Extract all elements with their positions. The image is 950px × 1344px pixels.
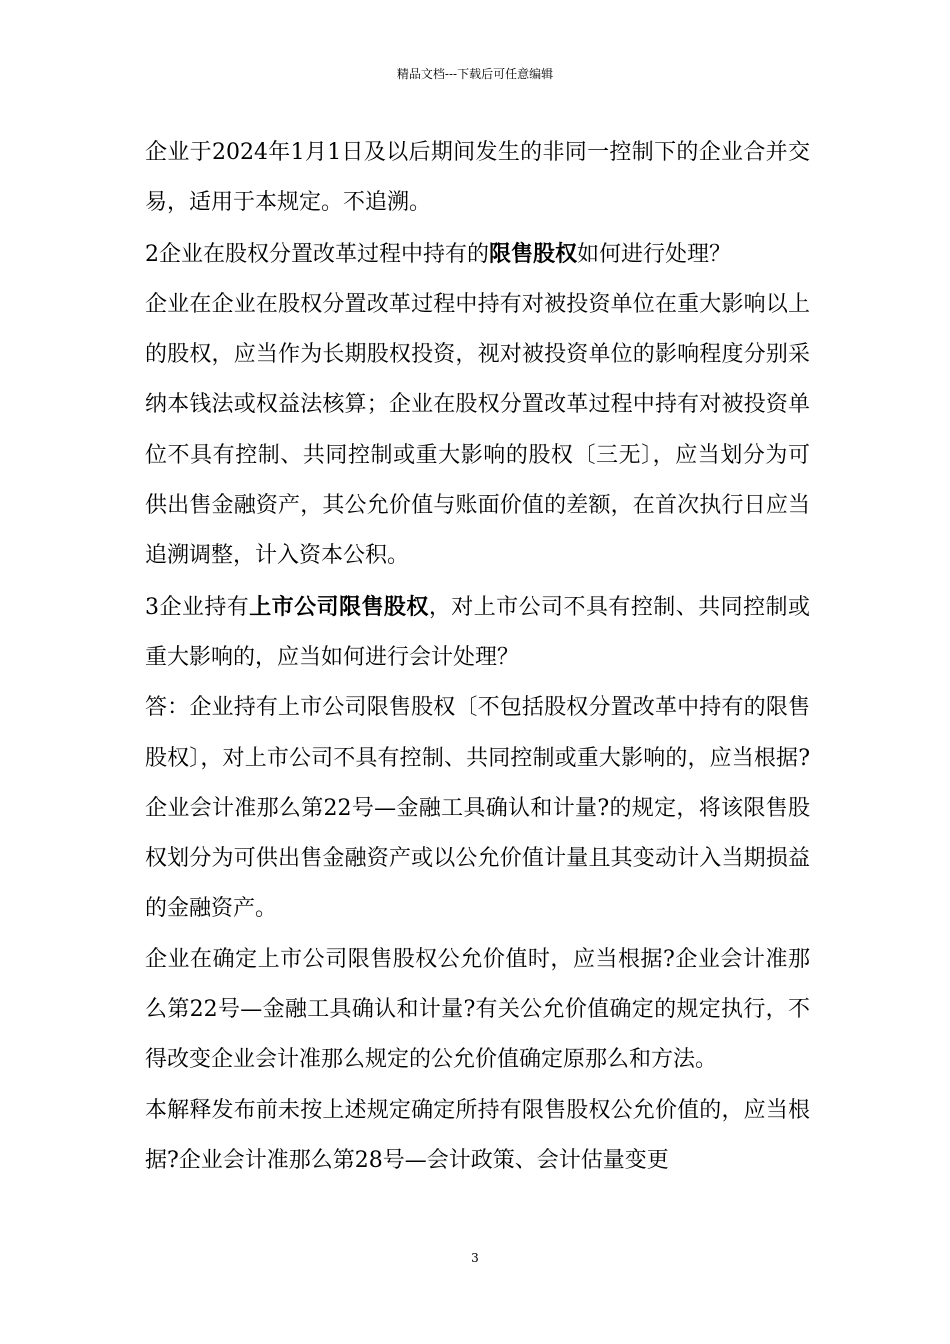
paragraph-2-tail: 如何进行处理？	[577, 241, 732, 267]
paragraph-4-question	[145, 582, 810, 684]
paragraph-2-bold-term: 限售股权	[489, 240, 578, 267]
paragraph-6: 企业在确定上市公司限售股权公允价值时，应当根据?企业会计准那么第22号—金融工具确认和计量?有关公允价值确定的规定执行，不得改变企业会计准那么规定的公允价值确定原那么和方法。	[145, 946, 810, 1073]
paragraph-5-answer: 答：企业持有上市公司限售股权〔不包括股权分置改革中持有的限售股权〕，对上市公司不具有控制、共同控制或重大影响的，应当根据?企业会计准那么第22号—金融工具确认和计量?的规定，将该限售股权划分为可供出售金融资产或以公允价值计量且其变动计入当期损益的金融资产。	[145, 695, 810, 922]
document-body	[145, 128, 810, 1186]
paragraph-4-lead: 3企业持有	[145, 594, 250, 620]
paragraph-2-question	[145, 229, 810, 280]
page-header: 精品文档---下载后可任意编辑	[396, 67, 554, 81]
paragraph-4-tail: ，对上市公司不具有控制、共同控制或重大影响的，应当如何进行会计处理？	[145, 594, 810, 670]
paragraph-7: 本解释发布前未按上述规定确定所持有限售股权公允价值的，应当根据?企业会计准那么第28号—会计政策、会计估量变更	[145, 1097, 810, 1173]
paragraph-1: 企业于2024年1月1日及以后期间发生的非同一控制下的企业合并交易，适用于本规定。不追溯。	[145, 140, 810, 216]
page-number: 3	[471, 1251, 479, 1265]
paragraph-4-bold-term: 上市公司限售股权	[249, 593, 429, 620]
paragraph-3: 企业在企业在股权分置改革过程中持有对被投资单位在重大影响以上的股权，应当作为长期股权投资，视对被投资单位的影响程度分别采纳本钱法或权益法核算；企业在股权分置改革过程中持有对被投资单位不具有控制、共同控制或重大影响的股权〔三无〕，应当划分为可供出售金融资产，其公允价值与账面价值的差额，在首次执行日应当追溯调整，计入资本公积。	[145, 291, 810, 569]
paragraph-2-lead: 2企业在股权分置改革过程中持有的	[145, 241, 489, 267]
